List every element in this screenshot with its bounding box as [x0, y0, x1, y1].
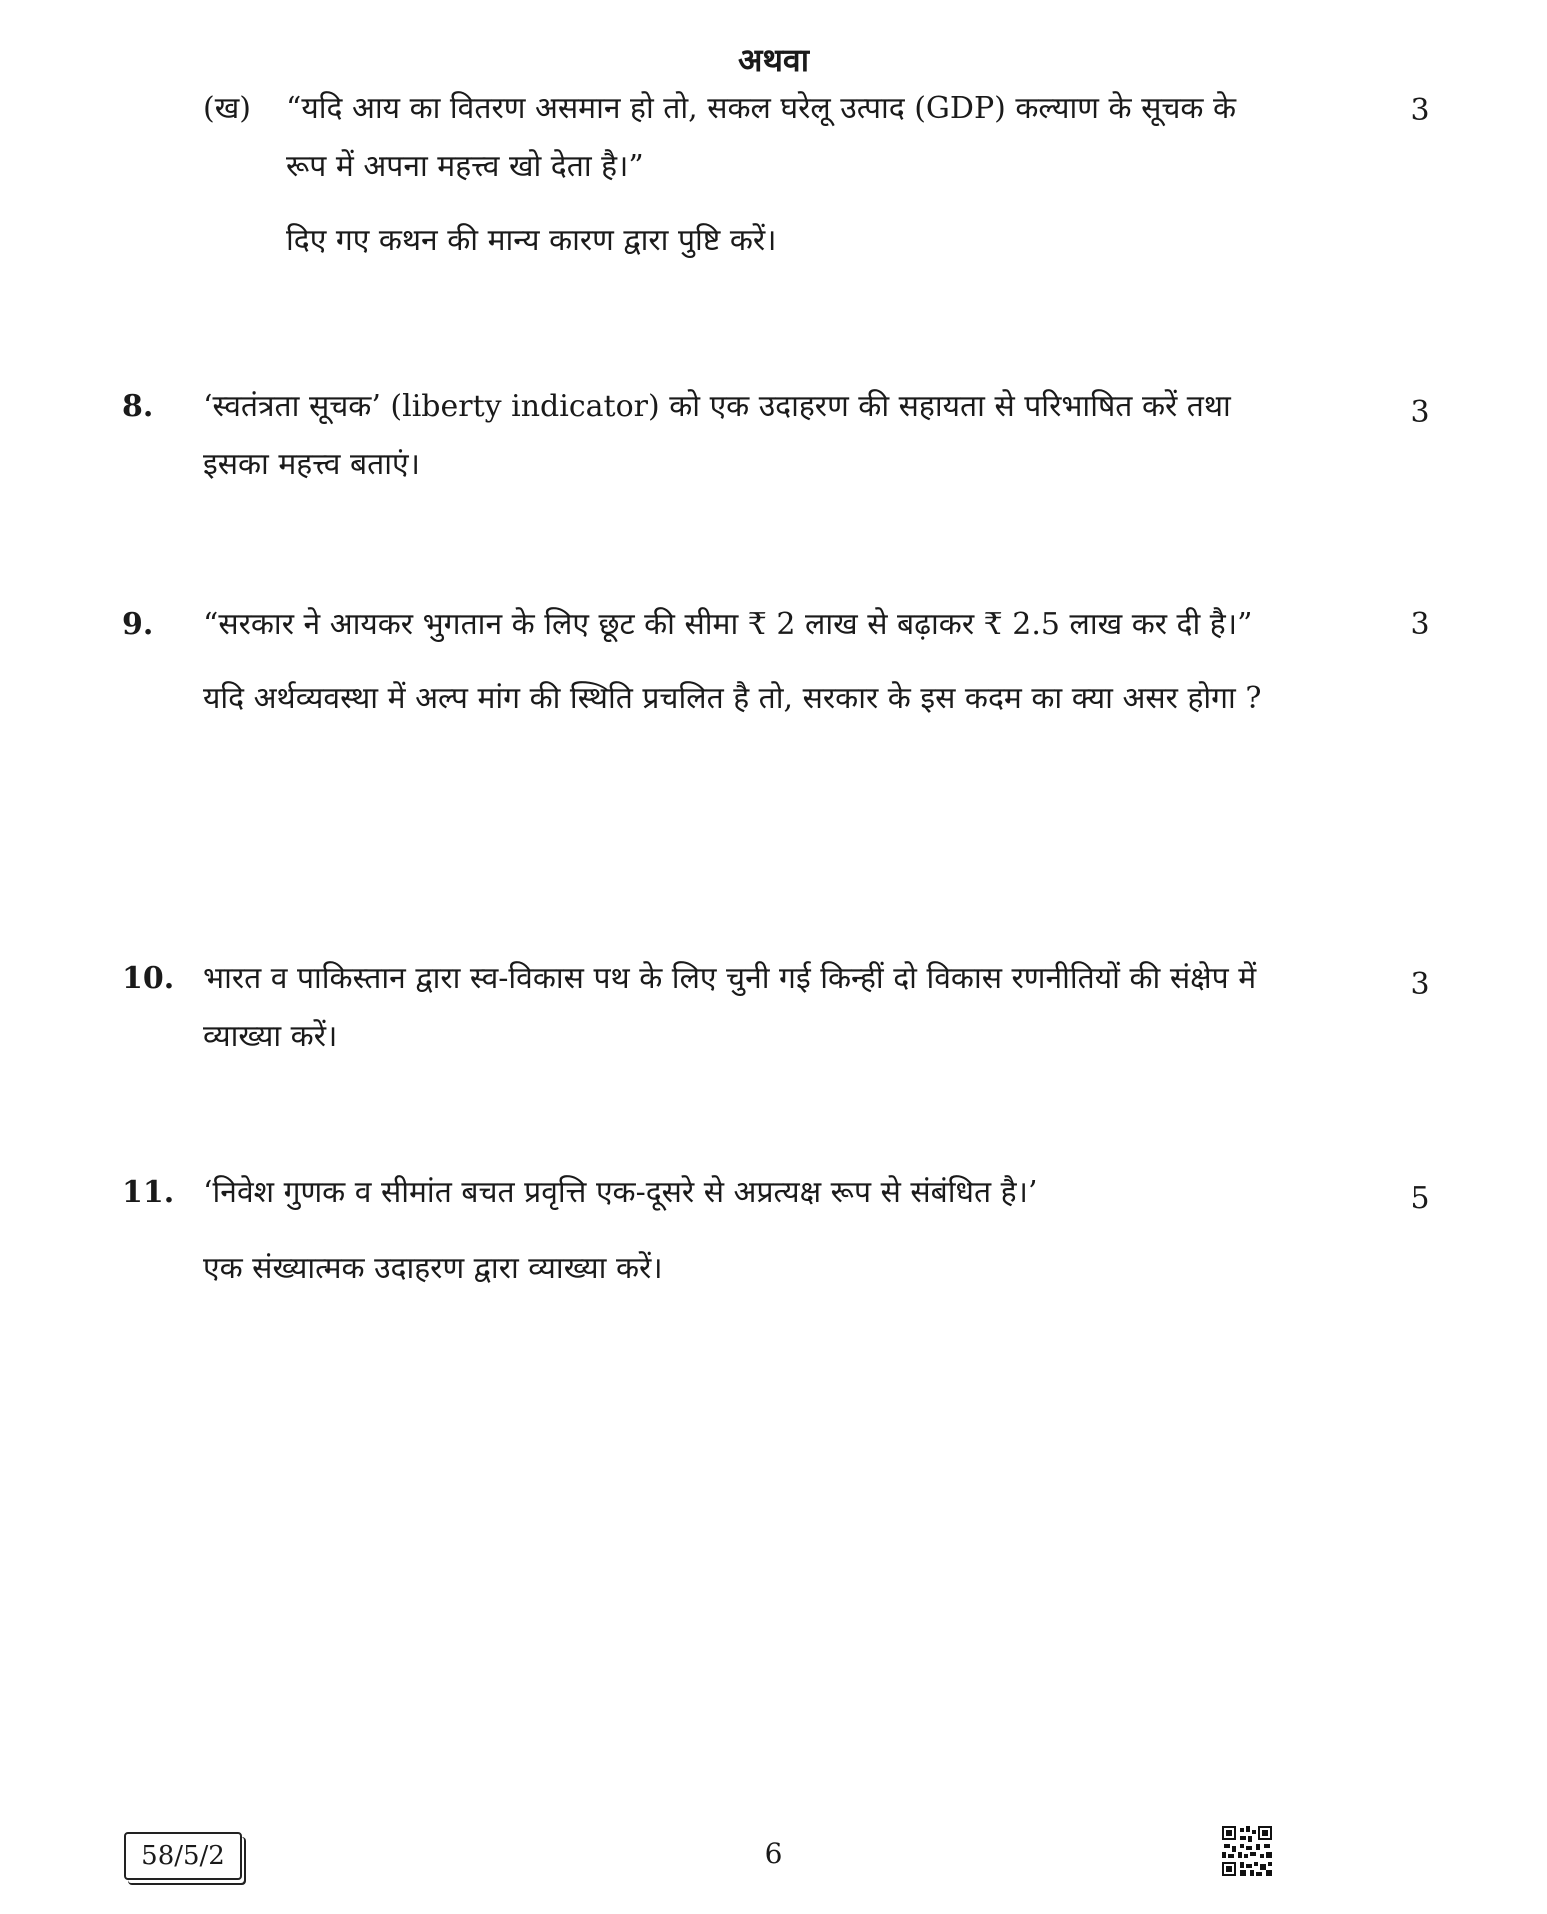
question-7b-text	[286, 80, 1276, 284]
question-9-marks: 3	[1410, 607, 1430, 642]
question-10-number: 10.	[122, 961, 175, 996]
question-8-paragraph: ‘स्वतंत्रता सूचक’ (liberty indicator) को एक उदाहरण की सहायता से परिभाषित करें तथा इसका महत्त्व बताएं।	[203, 389, 1231, 482]
question-9-question: यदि अर्थव्यवस्था में अल्प मांग की स्थिति प्रचलित है तो, सरकार के इस कदम का क्या असर होगा ?	[203, 681, 1262, 716]
question-9-text	[203, 596, 1273, 742]
question-11-marks: 5	[1410, 1181, 1430, 1216]
question-7b-quote: “यदि आय का वितरण असमान हो तो, सकल घरेलू उत्पाद (GDP) कल्याण के सूचक के रूप में अपना महत्त्व खो देता है।”	[286, 91, 1237, 184]
question-9-quote: “सरकार ने आयकर भुगतान के लिए छूट की सीमा ₹ 2 लाख से बढ़ाकर ₹ 2.5 लाख कर दी है।”	[203, 607, 1253, 642]
question-7b-label: (ख)	[203, 91, 251, 126]
or-heading: अथवा	[738, 41, 809, 79]
question-8-text	[203, 378, 1273, 508]
question-10-paragraph: भारत व पाकिस्तान द्वारा स्व-विकास पथ के लिए चुनी गई किन्हीं दो विकास रणनीतियों की संक्षेप में व्याख्या करें।	[203, 961, 1257, 1054]
question-9-number: 9.	[122, 607, 154, 642]
question-10-text	[203, 950, 1273, 1080]
question-10-marks: 3	[1410, 967, 1430, 1002]
question-8-marks: 3	[1410, 395, 1430, 430]
question-7b-instruction: दिए गए कथन की मान्य कारण द्वारा पुष्टि करें।	[286, 223, 777, 258]
question-7b-marks: 3	[1410, 93, 1430, 128]
question-11-statement: ‘निवेश गुणक व सीमांत बचत प्रवृत्ति एक-दूसरे से अप्रत्यक्ष रूप से संबंधित है।’	[203, 1175, 1038, 1210]
page-number: 6	[764, 1837, 783, 1870]
paper-code-badge: 58/5/2	[124, 1832, 242, 1880]
question-11-number: 11.	[122, 1175, 175, 1210]
question-11-text	[203, 1164, 1273, 1312]
qr-code-icon	[1222, 1826, 1272, 1876]
question-11-instruction: एक संख्यात्मक उदाहरण द्वारा व्याख्या करें।	[203, 1251, 663, 1286]
question-8-number: 8.	[122, 389, 154, 424]
page-footer	[0, 1826, 1547, 1886]
